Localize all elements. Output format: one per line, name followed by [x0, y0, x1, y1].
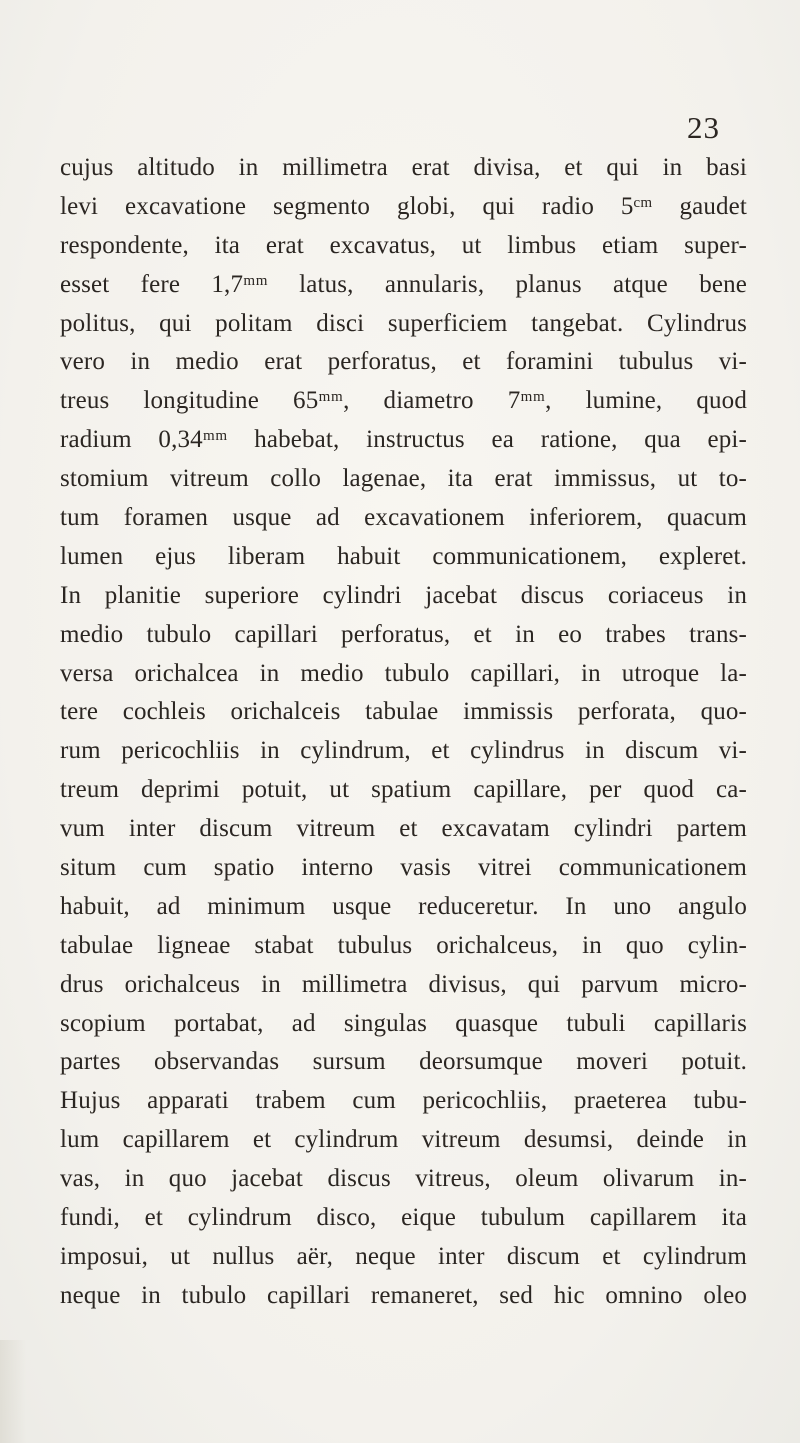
text-line: levi excavatione segmento globi, qui radio 5ᶜᵐ gaudet	[60, 192, 747, 220]
text-line: In planitie superiore cylindri jacebat discus coriaceus in	[60, 581, 747, 609]
text-line: fundi, et cylindrum disco, eique tubulum capillarem ita	[60, 1204, 747, 1232]
text-line: habuit, ad minimum usque reduceretur. In uno angulo	[60, 892, 747, 920]
text-line: drus orichalceus in millimetra divisus, qui parvum micro-	[60, 970, 747, 998]
text-line: tum foramen usque ad excavationem inferiorem, quacum	[60, 504, 747, 532]
text-line: lumen ejus liberam habuit communicationem, expleret.	[60, 542, 747, 570]
page-edge-shadow	[0, 1340, 26, 1443]
text-line: respondente, ita erat excavatus, ut limbus etiam super-	[60, 231, 747, 259]
text-line: tabulae ligneae stabat tubulus orichalceus, in quo cylin-	[60, 931, 747, 959]
text-line: partes observandas sursum deorsumque moveri potuit.	[60, 1048, 747, 1076]
text-line: Hujus apparati trabem cum pericochliis, praeterea tubu-	[60, 1087, 747, 1115]
text-line: versa orichalcea in medio tubulo capillari, in utroque la-	[60, 659, 747, 687]
text-line: vero in medio erat perforatus, et foramini tubulus vi-	[60, 348, 747, 376]
text-line: imposui, ut nullus aër, neque inter discum et cylindrum	[60, 1242, 747, 1270]
text-line: lum capillarem et cylindrum vitreum desumsi, deinde in	[60, 1126, 747, 1154]
text-line: vum inter discum vitreum et excavatam cylindri partem	[60, 815, 747, 843]
page-number: 23	[687, 110, 720, 145]
text-line: radium 0,34ᵐᵐ habebat, instructus ea ratione, qua epi-	[60, 426, 747, 454]
text-line: neque in tubulo capillari remaneret, sed hic omnino oleo	[60, 1281, 747, 1309]
text-line: vas, in quo jacebat discus vitreus, oleum olivarum in-	[60, 1165, 747, 1193]
body-text	[60, 149, 747, 1316]
text-line: rum pericochliis in cylindrum, et cylindrus in discum vi-	[60, 737, 747, 765]
text-line: esset fere 1,7ᵐᵐ latus, annularis, planus atque bene	[60, 270, 747, 298]
text-line: medio tubulo capillari perforatus, et in eo trabes trans-	[60, 620, 747, 648]
text-line: treus longitudine 65ᵐᵐ, diametro 7ᵐᵐ, lumine, quod	[60, 387, 747, 415]
text-line: cujus altitudo in millimetra erat divisa, et qui in basi	[60, 154, 747, 181]
text-line: stomium vitreum collo lagenae, ita erat immissus, ut to-	[60, 465, 747, 493]
text-line: politus, qui politam disci superficiem tangebat. Cylindrus	[60, 309, 747, 337]
text-line: treum deprimi potuit, ut spatium capillare, per quod ca-	[60, 776, 747, 804]
text-line: tere cochleis orichalceis tabulae immissis perforata, quo-	[60, 698, 747, 726]
text-line: scopium portabat, ad singulas quasque tubuli capillaris	[60, 1009, 747, 1037]
text-line: situm cum spatio interno vasis vitrei communicationem	[60, 854, 747, 882]
